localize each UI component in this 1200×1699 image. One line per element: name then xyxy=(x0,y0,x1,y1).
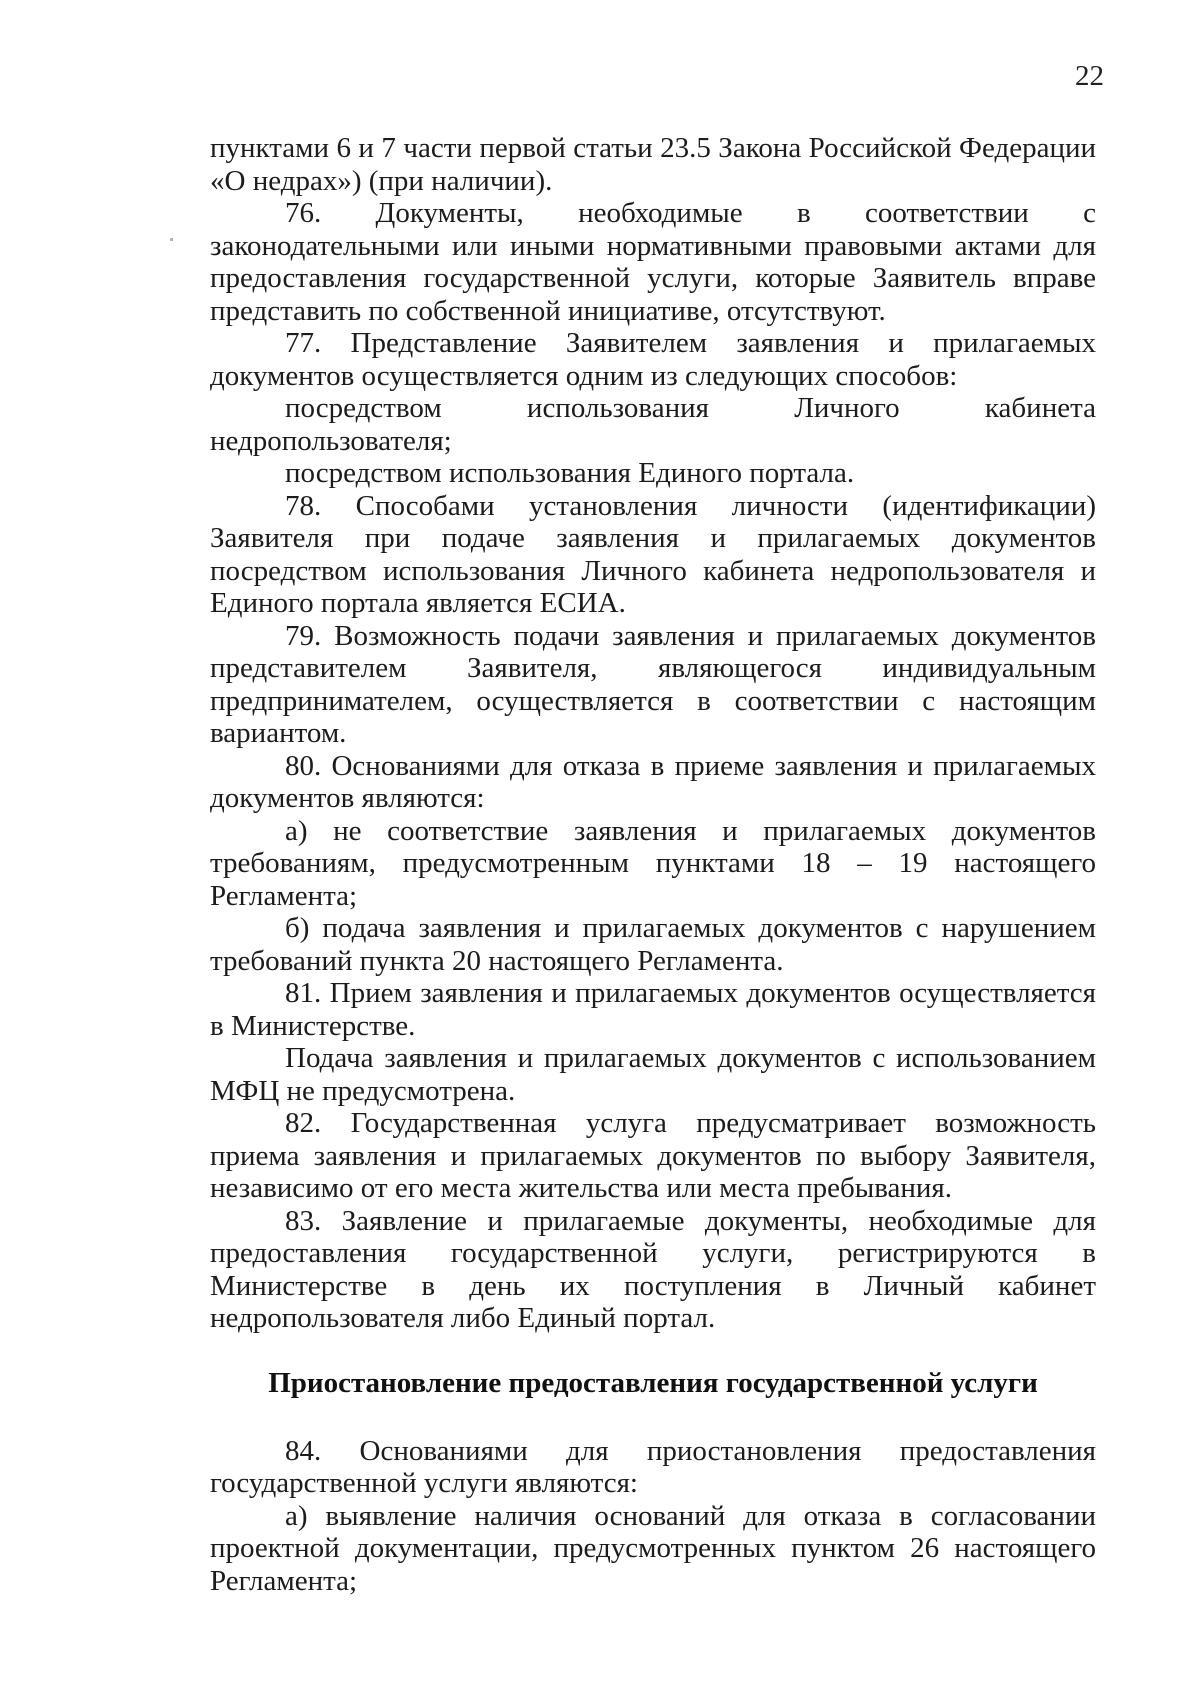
paragraph-84-a: а) выявление наличия оснований для отказа в согласовании проектной документации, предусмотренных пунктом 26 настоящего Регламента; xyxy=(210,1499,1096,1597)
paragraph-80-a: а) не соответствие заявления и прилагаемых документов требованиям, предусмотренным пунктами 18 – 19 настоящего Регламента; xyxy=(210,814,1096,912)
page-number: 22 xyxy=(1075,60,1104,92)
paragraph-continuation: пунктами 6 и 7 части первой статьи 23.5 Закона Российской Федерации «О недрах») (при наличии). xyxy=(210,132,1096,197)
paragraph-84: 84. Основаниями для приостановления предоставления государственной услуги являются: xyxy=(210,1434,1096,1499)
paragraph-80-b: б) подача заявления и прилагаемых документов с нарушением требований пункта 20 настоящего Регламента. xyxy=(210,912,1096,977)
paragraph-78: 78. Способами установления личности (идентификации) Заявителя при подаче заявления и прилагаемых документов посредством использования Личного кабинета недропользователя и Единого портала является ЕСИА. xyxy=(210,489,1096,619)
section-heading: Приостановление предоставления государственной услуги xyxy=(268,1366,1038,1399)
paragraph-76: 76. Документы, необходимые в соответствии с законодательными или иными нормативными правовыми актами для предоставления государственной услуги, которые Заявитель вправе представить по собственной инициативе, отсутствуют. xyxy=(210,197,1096,327)
paragraph-81: 81. Прием заявления и прилагаемых документов осуществляется в Министерстве. xyxy=(210,977,1096,1042)
paragraph-82: 82. Государственная услуга предусматривает возможность приема заявления и прилагаемых документов по выбору Заявителя, независимо от его места жительства или места пребывания. xyxy=(210,1107,1096,1204)
paragraph-77: 77. Представление Заявителем заявления и прилагаемых документов осуществляется одним из следующих способов: xyxy=(210,327,1096,392)
paragraph-79: 79. Возможность подачи заявления и прилагаемых документов представителем Заявителя, являющегося индивидуальным предпринимателем, осуществляется в соответствии с настоящим вариантом. xyxy=(210,619,1096,749)
paragraph-77-method-2: посредством использования Единого портала. xyxy=(285,457,855,489)
paragraph-80: 80. Основаниями для отказа в приеме заявления и прилагаемых документов являются: xyxy=(210,749,1096,814)
document-body xyxy=(210,132,1096,1597)
paragraph-77-method-1: посредством использования Личного кабинета недропользователя; xyxy=(210,392,1096,457)
paragraph-83: 83. Заявление и прилагаемые документы, необходимые для предоставления государственной услуги, регистрируются в Министерстве в день их поступления в Личный кабинет недропользователя либо Единый портал. xyxy=(210,1204,1096,1334)
scan-speck xyxy=(170,238,173,241)
paragraph-81-mfc: Подача заявления и прилагаемых документов с использованием МФЦ не предусмотрена. xyxy=(210,1042,1096,1107)
